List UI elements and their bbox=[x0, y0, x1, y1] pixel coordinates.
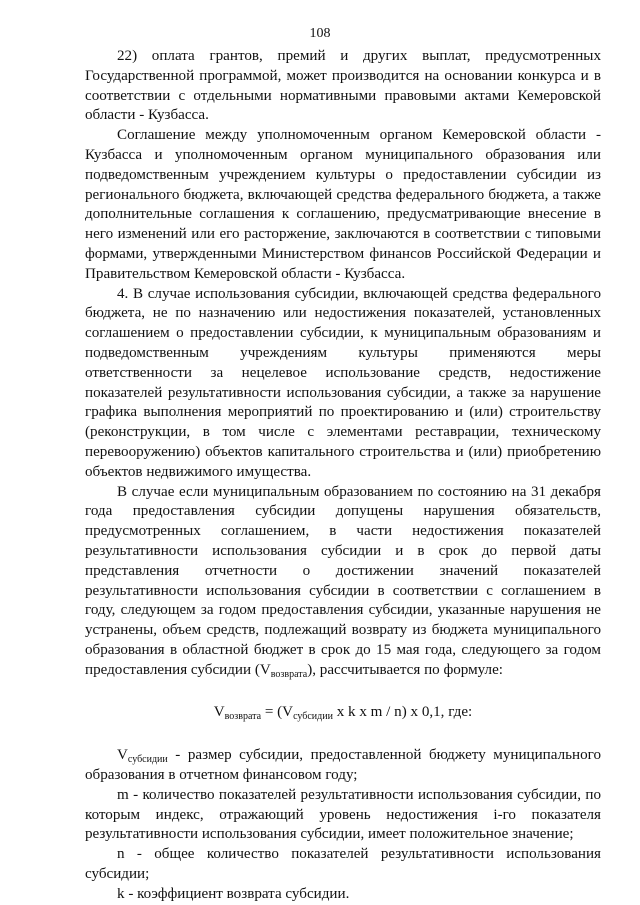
refund-text-end: ), рассчитывается по формуле: bbox=[307, 661, 503, 678]
refund-formula bbox=[85, 703, 601, 723]
definition-m: m - количество показателей результативности использования субсидии, по которым индекс, отражающий уровень недостижения i-го показателя результативности использования субсидии, имеет положительное значение; bbox=[85, 786, 601, 843]
formula-sub-refund: возврата bbox=[224, 710, 262, 722]
refund-subscript: возврата bbox=[270, 668, 308, 680]
definition-subsidy-text: - размер субсидии, предоставленной бюджету муниципального образования в отчетном финансовом году; bbox=[85, 747, 601, 784]
formula-middle: = (V bbox=[261, 703, 294, 720]
formula-sub-subsidy: субсидии bbox=[293, 710, 333, 722]
formula-v: V bbox=[213, 703, 225, 720]
definition-v: V bbox=[117, 747, 128, 764]
document-body bbox=[85, 47, 601, 905]
formula-end: x k x m / n) x 0,1, где: bbox=[332, 703, 473, 720]
definition-k: k - коэффициент возврата субсидии. bbox=[117, 885, 350, 902]
definition-n: n - общее количество показателей результативности использования субсидии; bbox=[85, 846, 601, 883]
paragraph-agreement: Соглашение между уполномоченным органом Кемеровской области - Кузбасса и уполномоченным органом муниципального образования или подведомственным учреждением культуры о предоставлении субсидии из регионального бюджета, включающей средства федерального бюджета, а также дополнительные соглашения к соглашению, предусматривающие внесение в него изменений или его расторжение, заключаются в соответствии с типовыми формами, утвержденными Министерством финансов Российской Федерации и Правительством Кемеровской области - Кузбасса. bbox=[85, 127, 601, 282]
paragraph-responsibility: 4. В случае использования субсидии, включающей средства федерального бюджета, не по назначению или недостижения показателей, установленных соглашением о предоставлении субсидии, к муниципальным образованиям и подведомственным учреждениям культуры применяются меры ответственности за нецелевое использование средств, недостижение показателей результативности использования субсидии, а также за нарушение графика выполнения мероприятий по проектированию и (или) строительству (реконструкции, в том числе с элементами реставрации, техническому перевооружению) объектов капитального строительства и (или) приобретению объектов недвижимого имущества. bbox=[85, 285, 601, 480]
paragraph-refund bbox=[85, 483, 601, 681]
definition-subscript: субсидии bbox=[127, 754, 168, 766]
refund-text: В случае если муниципальным образованием по состоянию на 31 декабря года предоставления субсидии допущены нарушения обязательств, предусмотренных соглашением, в части недостижения показателей результативности использования субсидии и в срок до первой даты представления отчетности о достижении значений показателей результативности использования субсидии в соответствии с соглашением в году, следующем за годом предоставления субсидии, указанные нарушения не устранены, объем средств, подлежащий возврату из бюджета муниципального образования в областной бюджет в срок до 15 мая года, следующего за годом предоставления субсидии (V bbox=[85, 483, 601, 678]
paragraph-grants: 22) оплата грантов, премий и других выплат, предусмотренных Государственной программой, может производится на основании конкурса и в соответствии с отдельными нормативными правовыми актами Кемеровской области - Кузбасса. bbox=[85, 48, 601, 124]
page-number: 108 bbox=[309, 26, 331, 41]
definition-subsidy bbox=[85, 746, 601, 786]
